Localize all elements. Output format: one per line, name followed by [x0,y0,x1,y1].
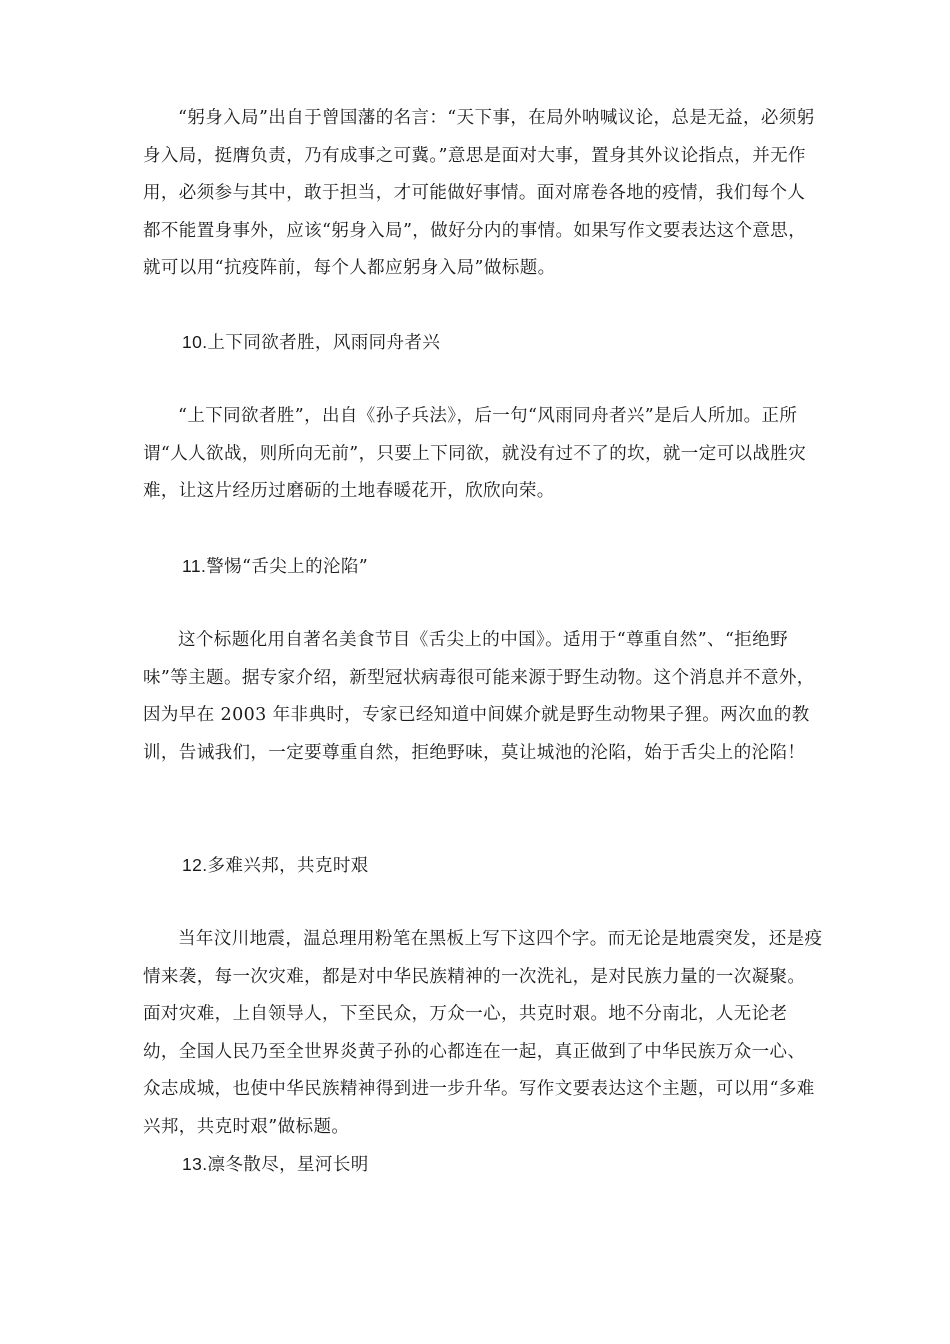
heading-item-13 [182,1146,822,1185]
paragraph-item-12: 当年汶川地震，温总理用粉笔在黑板上写下这四个字。而无论是地震突发，还是疫情来袭，每一次灾难，都是对中华民族精神的一次洗礼，是对民族力量的一次凝聚。面对灾难，上自领导人，下至民众，万众一心，共克时艰。地不分南北，人无论老幼，全国人民乃至全世界炎黄子孙的心都连在一起，真正做到了中华民族万众一心、众志成城，也使中华民族精神得到进一步升华。写作文要表达这个主题，可以用“多难兴邦，共克时艰”做标题。 [143,929,823,1137]
heading-text: 凛冬散尽，星河长明 [207,1155,369,1175]
heading-item-11 [182,548,822,587]
paragraph-item-11: 这个标题化用自著名美食节目《舌尖上的中国》。适用于“尊重自然”、“拒绝野味”等主题。据专家介绍，新型冠状病毒很可能来源于野生动物。这个消息并不意外，因为早在 2003 年非典时，专家已经知道中间媒介就是野生动物果子狸。两次血的教训，告诫我们，一定要尊重自然，拒绝野味，莫让城池的沦陷，始于舌尖上的沦陷！ [143,630,815,763]
heading-number: 11. [182,556,207,576]
heading-number: 12. [182,855,208,875]
heading-number: 13. [182,1154,208,1174]
heading-text: 警惕“舌尖上的沦陷” [206,557,369,577]
heading-text: 上下同欲者胜，风雨同舟者兴 [207,333,441,353]
heading-number: 10. [182,332,208,352]
heading-item-12 [182,847,822,886]
paragraph-gongshen-ruju: “躬身入局”出自于曾国藩的名言：“天下事，在局外呐喊议论，总是无益，必须躬身入局，挺膺负责，乃有成事之可冀。”意思是面对大事，置身其外议论指点，并无作用，必须参与其中，敢于担当，才可能做好事情。面对席卷各地的疫情，我们每个人都不能置身事外，应该“躬身入局”，做好分内的事情。如果写作文要表达这个意思，就可以用“抗疫阵前，每个人都应躬身入局”做标题。 [143,108,815,278]
heading-text: 多难兴邦，共克时艰 [207,856,369,876]
heading-item-10 [182,324,822,363]
paragraph-item-10: “上下同欲者胜”，出自《孙子兵法》，后一句“风雨同舟者兴”是后人所加。正所谓“人人欲战，则所向无前”，只要上下同欲，就没有过不了的坎，就一定可以战胜灾难，让这片经历过磨砺的土地春暖花开，欣欣向荣。 [143,406,807,501]
